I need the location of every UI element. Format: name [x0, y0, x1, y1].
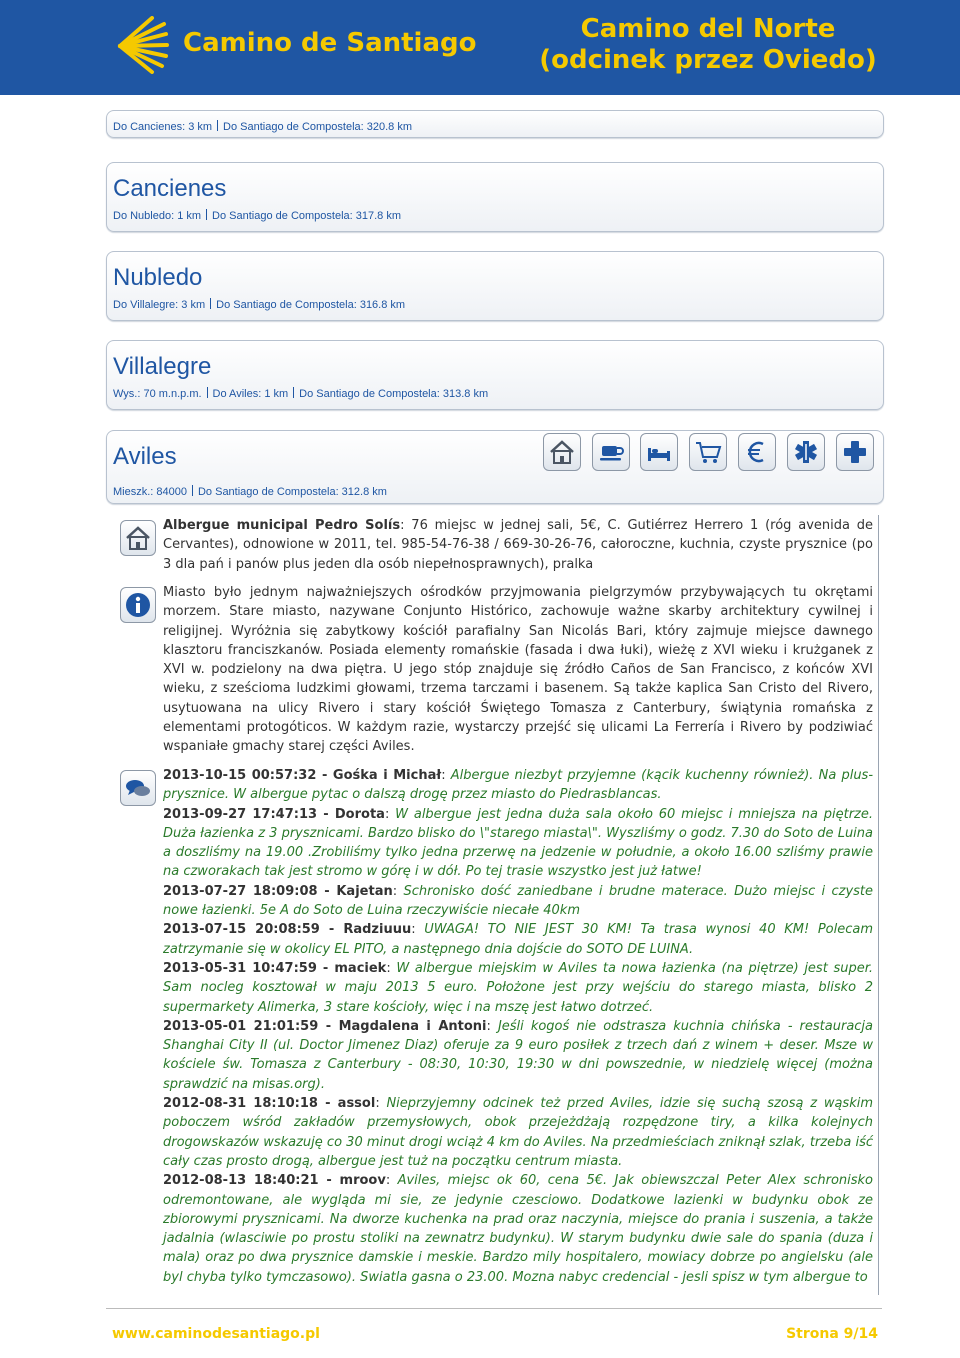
comments-list [163, 766, 873, 1287]
cup-icon[interactable] [592, 433, 630, 471]
section-cancienes [106, 162, 884, 232]
section-previous [106, 110, 884, 138]
comment-colon: : [375, 1096, 387, 1112]
comment-date: 2012-08-31 18:10:18 [163, 1096, 318, 1112]
comment-author: Kajetan [336, 883, 393, 899]
comment-colon: : [486, 1018, 498, 1034]
comment-separator: - [317, 1096, 338, 1112]
cart-icon[interactable] [689, 433, 727, 471]
comment-item [163, 920, 873, 959]
section-title: Villalegre [113, 353, 212, 380]
info-icon [120, 587, 156, 623]
comment-item [163, 766, 873, 805]
comment-item [163, 1017, 873, 1094]
section-meta [113, 485, 387, 498]
meta-distance-next: Do Aviles: 1 km [212, 388, 289, 400]
meta-distance-santiago: Do Santiago de Compostela: 316.8 km [216, 299, 406, 311]
comment-author: Dorota [334, 806, 385, 822]
site-title: Camino de Santiago [183, 28, 477, 58]
comment-author: assol [337, 1096, 376, 1112]
footer-page-number: Strona 9/14 [786, 1326, 878, 1342]
comment-separator: - [318, 1018, 339, 1034]
comment-text: Nieprzyjemny odcinek też przed Aviles, idzie się suchą szosą z wąskim poboczem wśród zakładów przemysłowych, obok przejeżdżają rozpędzone tiry, a kilka kolejnych drogowskazów wskazuję co 30 minut drogi wciąż 4 km do Aviles. Na przedmieściach zniknął szlak, trzeba iść cały czas prosto drogą, albergue jest tuż na początku centrum miasta. [163, 1096, 873, 1169]
comment-author: mroov [339, 1173, 386, 1189]
meta-population: Mieszk.: 84000 [113, 486, 187, 498]
comment-author: Radziuuu [343, 922, 412, 938]
comment-text: W albergue miejskim w Aviles ta nowa łazienka (na piętrze) jest super. Sam nocleg kosztował w maju 2013 5 euro. Położone jest przy wejściu do starego miasta, blisko 2 supermarkety Alimerka, 3 stare kościoły, więc i na mszę jest łatwo dotrzeć. [163, 960, 873, 1015]
comment-date: 2013-05-31 10:47:59 [163, 960, 317, 976]
scallop-shell-icon [112, 16, 170, 74]
section-meta [113, 387, 488, 400]
comment-text: UWAGA! TO NIE JEST 30 KM! Ta trasa wynosi 40 KM! Polecam zatrzymanie się w okolicy EL PITO, a następnego dnia dojście do SOTO DE LUINA. [163, 922, 874, 957]
albergue-entry [163, 516, 873, 574]
comment-date: 2013-07-27 18:09:08 [163, 883, 318, 899]
meta-altitude: Wys.: 70 m.n.p.m. [113, 388, 202, 400]
meta-distance-santiago: Do Santiago de Compostela: 312.8 km [197, 486, 387, 498]
section-title: Cancienes [113, 175, 227, 202]
euro-icon[interactable] [738, 433, 776, 471]
comment-text: W albergue jest jedna duża sala około 60 miejsc i mniejsza na piętrze. Duża łazienka z 3 prysznicami. Bardzo blisko do \"starego miasta\". Wyszliśmy o godz. 7.30 do Soto de Luina a doszliśmy na 19.00 .Zrobiliśmy tylko jedna przerwę na jedzenie w południe, a około 16.00 szliśmy prawie na czworakach tak jest stromo w górę i w dół. Po tej trasie wszystko jest już łatwe! [163, 806, 873, 880]
comments-icon [120, 770, 156, 806]
comment-item [163, 1094, 873, 1171]
section-nubledo [106, 251, 884, 321]
albergue-name: Albergue municipal Pedro Solís [163, 518, 401, 533]
town-info [163, 583, 873, 757]
comment-separator: - [316, 960, 335, 976]
comment-text: Jeśli kogoś nie odstrasza kuchnia chińska - restauracja Shanghai City II (ul. Doctor Jimenez Diaz) oferuje za 9 euro posiłek z trzech dań z winem + deser. Msze w kościele św. Tomasza z Canterbury - 08:30, 10:30, 19:30 w dni powszednie, w niedzielę więcej (można sprawdzić na misas.org). [163, 1018, 874, 1092]
comment-colon: : [411, 922, 425, 938]
comment-colon: : [441, 768, 451, 783]
meta-distance-santiago: Do Santiago de Compostela: 317.8 km [212, 210, 401, 222]
section-title: Aviles [113, 443, 177, 470]
footer-site[interactable]: www.caminodesantiago.pl [112, 1326, 320, 1342]
comment-separator: - [316, 768, 333, 783]
comment-author: Magdalena i Antoni [338, 1018, 487, 1034]
comment-text: Aviles, miejsc ok 60, cena 5€. Jak obiewszczal Peter Alex schronisko odremontowane, ale wygląda mi sie, ze jedynie czesciowo. Dodatkowe lazienki w budynku obok ze zbiorowymi prysznicami. Na dworze kuchenka na prad oraz naczynia, miejsce do prania i suszenia, a także jadalnia (wlasciwie po prostu stoliki na zewnatrz budynku). W starym budynku dwie sale do spania (duza i mala) oraz po dwa prysznice damskie i meskie. Bardzo mily hospitalero, mowiacy dobrze po angielsku (ale byl chyba tylko tymczasowo). Swiatla gasna o 23.00. Mozna nabyc credencial - jesli spisz w tym albergue to [163, 1173, 873, 1285]
cross-icon[interactable] [836, 433, 874, 471]
meta-distance-santiago: Do Santiago de Compostela: 313.8 km [299, 388, 489, 400]
footer-rule [106, 1308, 882, 1309]
comment-date: 2012-08-13 18:40:21 [163, 1173, 319, 1189]
house-icon[interactable] [543, 433, 581, 471]
comment-text: Albergue niezbyt przyjemne (kącik kuchenny również). Na plus- prysznice. W albergue pytac o dalszą drogę przez miasto do Piedrasblancas. [163, 768, 874, 803]
comment-date: 2013-10-15 00:57:32 [163, 768, 317, 783]
comment-item [163, 805, 873, 882]
section-meta [113, 120, 412, 133]
meta-distance-next: Do Cancienes: 3 km [113, 121, 213, 133]
comment-item [163, 882, 873, 921]
comment-item [163, 959, 873, 1017]
comment-separator: - [317, 806, 335, 822]
comment-author: Gośka i Michał [332, 768, 442, 783]
comment-colon: : [384, 806, 396, 822]
page-header [0, 0, 960, 95]
comment-separator: - [318, 1173, 340, 1189]
meta-distance-next: Do Villalegre: 3 km [113, 299, 206, 311]
meta-distance-next: Do Nubledo: 1 km [113, 210, 202, 222]
comment-colon: : [392, 883, 404, 899]
comment-separator: - [319, 922, 344, 938]
section-meta [113, 209, 401, 222]
section-villalegre [106, 340, 884, 410]
comment-text: Schronisko dość zaniedbane i brudne materace. Dużo miejsc i czyste nowe łazienki. 5e A do Soto de Luina rzeczywiście niecałe 40km [163, 883, 874, 919]
section-title: Nubledo [113, 264, 203, 291]
route-title: Camino del Norte (odcinek przez Oviedo) [539, 14, 877, 75]
meta-distance-santiago: Do Santiago de Compostela: 320.8 km [223, 121, 412, 133]
comment-date: 2013-05-01 21:01:59 [163, 1018, 319, 1034]
comment-date: 2013-09-27 17:47:13 [163, 806, 318, 822]
bed-icon[interactable] [640, 433, 678, 471]
comment-author: maciek [334, 960, 387, 976]
albergue-house-icon [120, 520, 156, 556]
albergue-details: : 76 miejsc w jednej sali, 5€, C. Gutiérrez Herrero 1 (róg avenida de Cervantes), odnowione w 2011, tel. 985-54-76-38 / 669-30-26-76, całoroczne, kuchnia, czyste prysznice (po 3 dla pań i panów plus jeden dla osób niepełnosprawnych), pralka [163, 518, 873, 572]
comment-separator: - [317, 883, 337, 899]
town-info-text: Miasto było jednym najważniejszych ośrodków przyjmowania pielgrzymów przybywających tu okrętami morzem. Stare miasto, nazywane Conjunto Histórico, zachowuje ważne skarby architektury cywilnej i religijnej. Wyróżnia się zabytkowy kościół parafialny San Nicolás Bari, który zajmuje miejsce dawnego klasztoru franciszkanów. Posiada elementy romańskie (fasada i dwa łuki), wieżę z XVI wieku i krużganek z XVI w. podzielony na dwa piętra. U jego stóp znajduje się źródło Caños de San Francisco, z końców XVI wieku, z sześcioma ludzkimi głowami, trzema tarczami i basenem. Są także kaplica San Cristo del Rivero, usytuowana na ulicy Rivero i stary kościół Świętego Tomasza z Canterbury, świątynia romańska z elementami protogóticos. W każdym razie, wystarczy przejść się ulicami La Ferrería i Rivero by podziwiać wspaniałe gmachy starej części Aviles. [163, 585, 873, 755]
medical-icon[interactable] [787, 433, 825, 471]
section-meta [113, 298, 405, 311]
comment-item [163, 1171, 873, 1287]
comment-colon: : [385, 1173, 398, 1189]
content-rule [878, 515, 879, 1295]
comment-date: 2013-07-15 20:08:59 [163, 922, 320, 938]
comment-colon: : [386, 960, 397, 976]
